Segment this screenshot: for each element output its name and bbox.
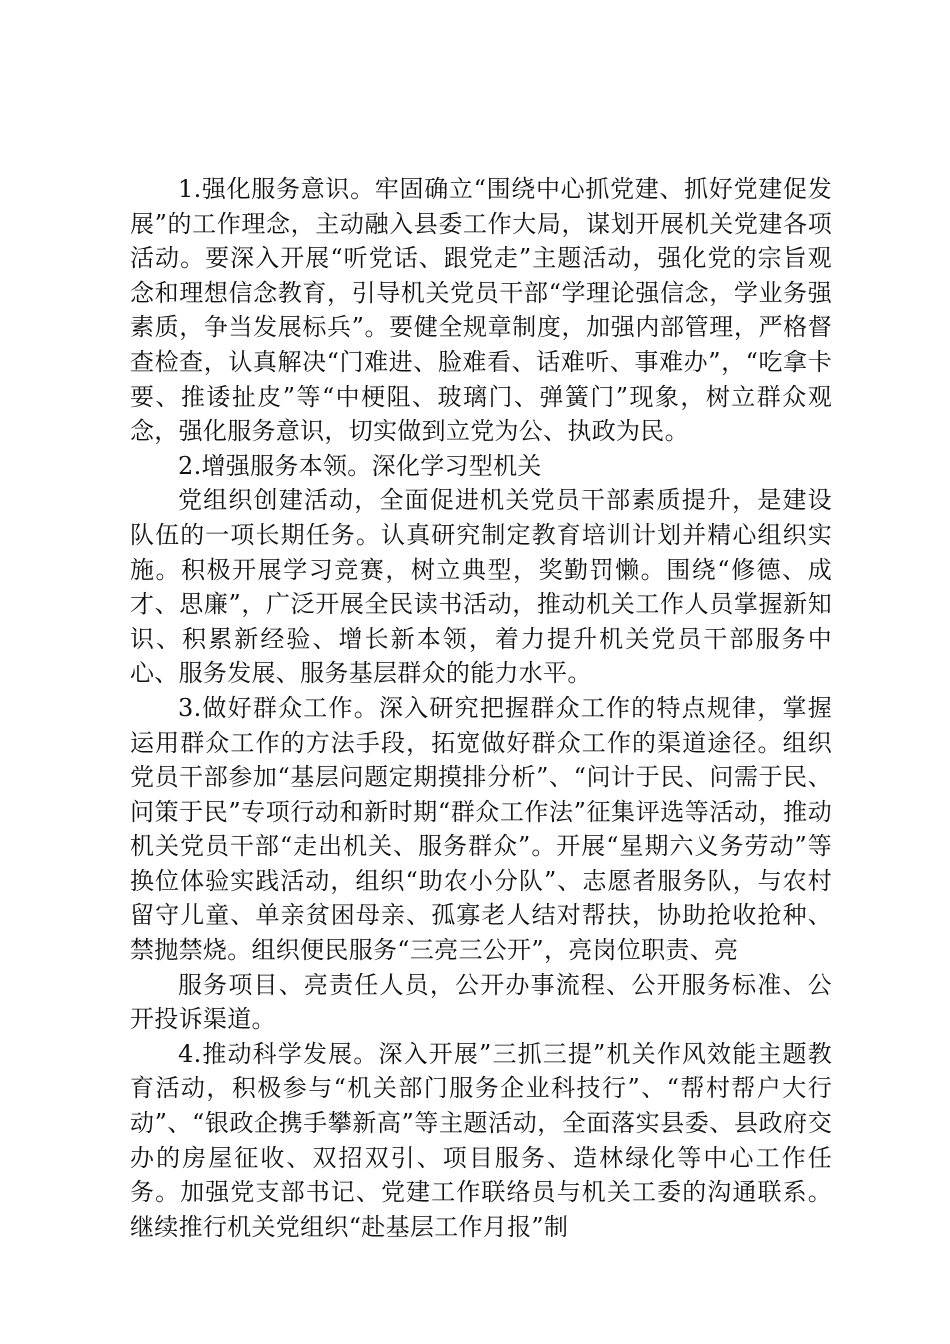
paragraph-3-continued: 服务项目、亮责任人员，公开办事流程、公开服务标准、公开投诉渠道。 <box>130 970 832 1034</box>
paragraph-2-enhance-service-ability: 2.增强服务本领。深化学习型机关 <box>178 451 542 480</box>
paragraph-4-scientific-development: 4.推动科学发展。深入开展”三抓三提”机关作风效能主题教育活动，积极参与“机关部门服务企业科技行”、“帮村帮户大行动”、“银政企携手攀新高”等主题活动，全面落实县委、县政府交办的房屋征收、双招双引、项目服务、造林绿化等中心工作任务。加强党支部书记、党建工作联络员与机关工委的沟通联系。继续推行机关党组织“赴基层工作月报”制 <box>130 1039 832 1241</box>
paragraph-1-strengthen-service-awareness: 1.强化服务意识。牢固确立“围绕中心抓党建、抓好党建促发展”的工作理念，主动融入县委工作大局，谋划开展机关党建各项活动。要深入开展“听党话、跟党走”主题活动，强化党的宗旨观念和理想信念教育，引导机关党员干部“学理论强信念，学业务强素质，争当发展标兵”。要健全规章制度，加强内部管理，严格督查检查，认真解决“门难进、脸难看、话难听、事难办”，“吃拿卡要、推诿扯皮”等“中梗阻、玻璃门、弹簧门”现象，树立群众观念，强化服务意识，切实做到立党为公、执政为民。 <box>130 175 832 446</box>
paragraph-3-mass-work: 3.做好群众工作。深入研究把握群众工作的特点规律，掌握运用群众工作的方法手段，拓宽做好群众工作的渠道途径。组织党员干部参加“基层问题定期摸排分析”、“问计于民、问需于民、问策于民”专项行动和新时期“群众工作法”征集评选等活动，推动机关党员干部“走出机关、服务群众”。开展“星期六义务劳动”等换位体验实践活动，组织“助农小分队”、志愿者服务队，与农村留守儿童、单亲贫困母亲、孤寡老人结对帮扶，协助抢收抢种、禁抛禁烧。组织便民服务“三亮三公开”，亮岗位职责、亮 <box>130 693 832 965</box>
paragraph-2-continued: 党组织创建活动，全面促进机关党员干部素质提升，是建设队伍的一项长期任务。认真研究制定教育培训计划并精心组织实施。积极开展学习竞赛，树立典型，奖勤罚懒。围绕“修德、成才、思廉”，广泛开展全民读书活动，推动机关工作人员掌握新知识、积累新经验、增长新本领，着力提升机关党员干部服务中心、服务发展、服务基层群众的能力水平。 <box>130 486 832 688</box>
document-body <box>130 172 832 1244</box>
